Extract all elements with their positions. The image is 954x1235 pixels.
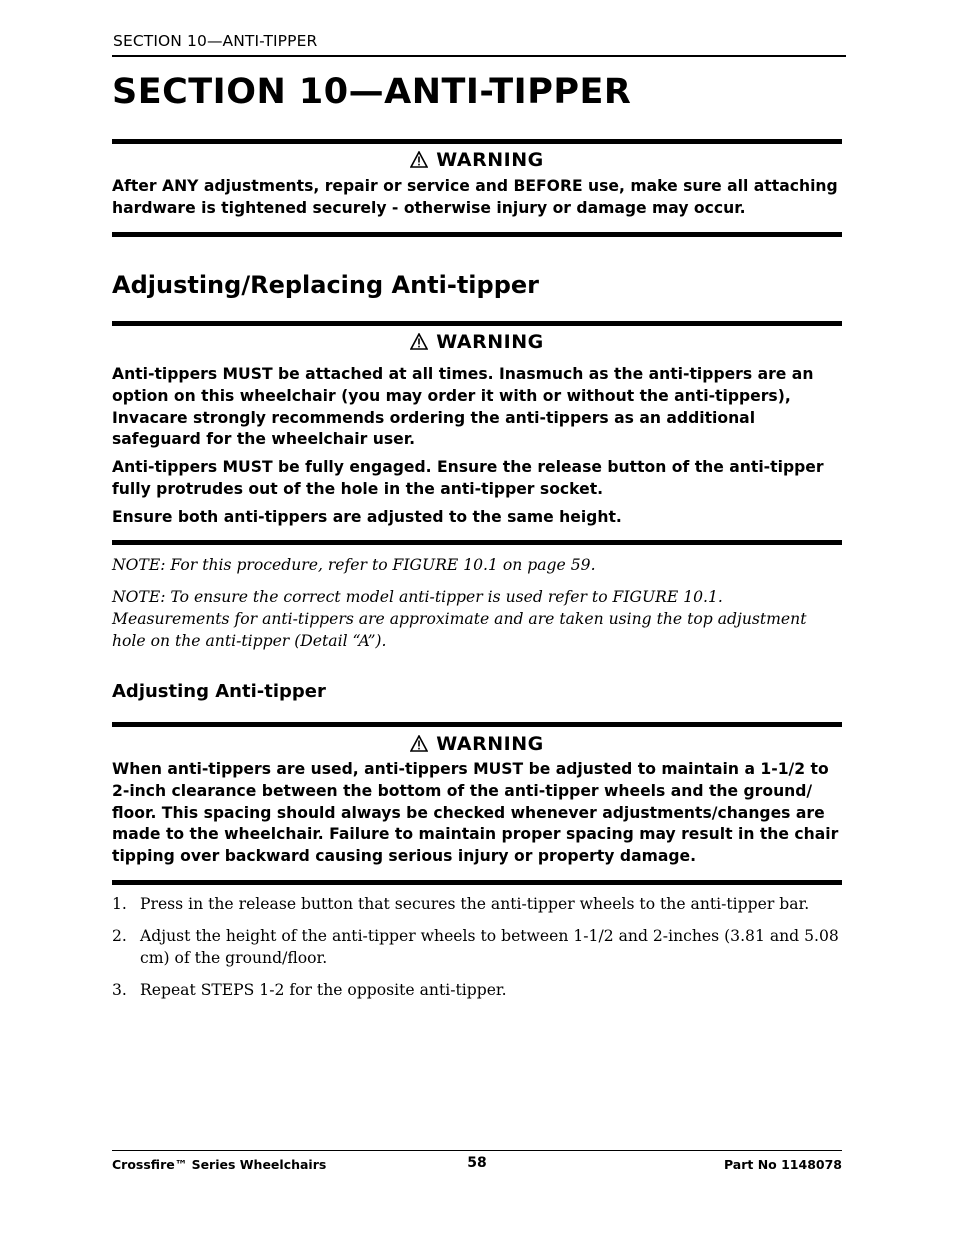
step-number: 1. <box>112 895 127 913</box>
step-number: 2. <box>112 927 127 945</box>
warning-bottom-rule <box>112 232 842 237</box>
note: NOTE: To ensure the correct model anti-tipper is used refer to FIGURE 10.1. Measurements for anti-tippers are approximate and are taken using the top adjustment hole on the anti-tipper (Detail “A”). <box>112 588 807 650</box>
step-text: Repeat STEPS 1-2 for the opposite anti-tipper. <box>140 981 507 999</box>
warning-triangle-icon <box>410 735 428 757</box>
warning-triangle-icon <box>410 333 428 355</box>
warning-bottom-rule <box>112 540 842 545</box>
warning-top-rule <box>112 139 842 144</box>
footer-part-number: Part No 1148078 <box>723 1157 842 1172</box>
warning-paragraph: Ensure both anti-tippers are adjusted to the same height. <box>112 508 622 526</box>
subsubsection-heading: Adjusting Anti-tipper <box>112 681 326 702</box>
step-text: Press in the release button that secures the anti-tipper wheels to the anti-tipper bar. <box>140 895 810 913</box>
warning-top-rule <box>112 321 842 326</box>
warning-bottom-rule <box>112 880 842 885</box>
warning-text: When anti-tippers are used, anti-tippers MUST be adjusted to maintain a 1-1/2 to 2-inch clearance between the bottom of the anti-tipper wheels and the ground/ floor. This spacing should always be checked whenever adjustments/changes are made to the wheelchair. Failure to maintain proper spacing may result in the chair tipping over backward causing serious injury or property damage. <box>112 760 839 866</box>
warning-triangle-icon <box>410 151 428 173</box>
warning-paragraph: Anti-tippers MUST be fully engaged. Ensure the release button of the anti-tipper fully protrudes out of the hole in the anti-tipper socket. <box>112 458 824 498</box>
footer-product-name: Crossfire™ Series Wheelchairs <box>112 1157 327 1172</box>
subsection-heading: Adjusting/Replacing Anti-tipper <box>112 271 540 299</box>
section-title: SECTION 10—ANTI-TIPPER <box>112 72 632 112</box>
header-rule <box>112 55 846 57</box>
warning-label: WARNING <box>436 331 544 353</box>
warning-heading <box>112 331 842 355</box>
warning-label: WARNING <box>436 149 544 171</box>
warning-text: After ANY adjustments, repair or service and BEFORE use, make sure all attaching hardware is tightened securely - otherwise injury or damage may occur. <box>112 177 838 217</box>
step-text: Adjust the height of the anti-tipper wheels to between 1-1/2 and 2-inches (3.81 and 5.08 cm) of the ground/floor. <box>140 927 839 967</box>
running-head: SECTION 10—ANTI-TIPPER <box>113 32 318 50</box>
footer-rule <box>112 1150 842 1151</box>
warning-paragraph: Anti-tippers MUST be attached at all times. Inasmuch as the anti-tippers are an option on this wheelchair (you may order it with or without the anti-tippers), Invacare strongly recommends ordering the anti-tippers as an additional safeguard for the wheelchair user. <box>112 365 814 449</box>
note: NOTE: For this procedure, refer to FIGURE 10.1 on page 59. <box>112 556 596 574</box>
warning-label: WARNING <box>436 733 544 755</box>
warning-top-rule <box>112 722 842 727</box>
warning-heading <box>112 733 842 757</box>
warning-heading <box>112 149 842 173</box>
page-number: 58 <box>467 1155 487 1171</box>
step-number: 3. <box>112 981 127 999</box>
